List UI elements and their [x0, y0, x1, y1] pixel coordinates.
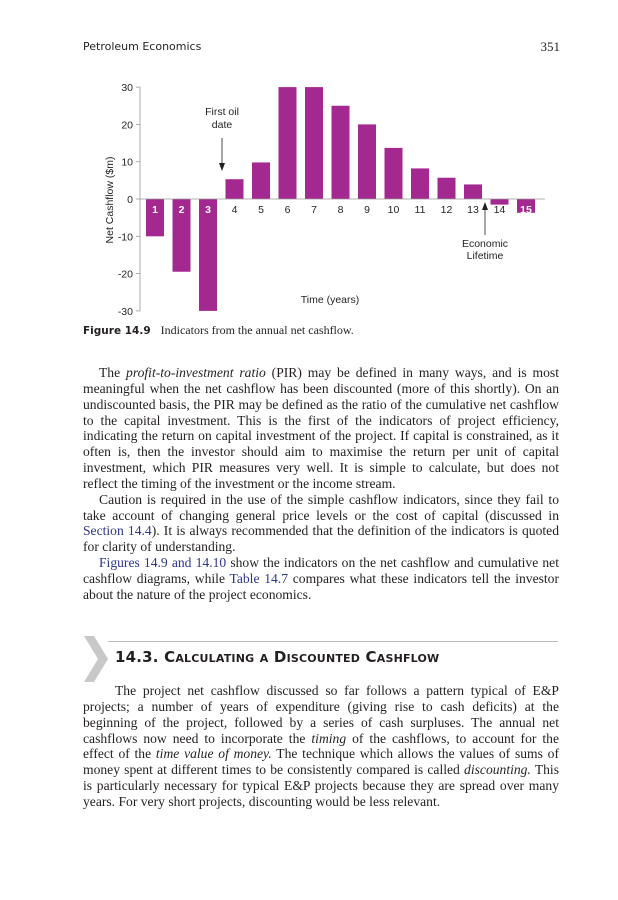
x-tick-label: 3	[205, 204, 211, 216]
bar-year-11	[411, 168, 429, 199]
y-tick-label: 0	[127, 194, 133, 206]
arrow-up-icon	[482, 202, 488, 210]
x-tick-label: 4	[231, 204, 238, 216]
bar-year-13	[464, 184, 482, 199]
section-rule	[108, 641, 558, 642]
x-tick-label: 13	[467, 204, 479, 216]
first-oil-annotation	[205, 106, 239, 171]
x-tick-label: 12	[440, 204, 453, 216]
figure-caption	[83, 323, 354, 338]
first-oil-label-1: First oil	[205, 106, 239, 118]
arrow-down-icon	[219, 163, 225, 171]
x-axis-label: Time (years)	[300, 294, 360, 306]
bars	[140, 87, 545, 311]
net-cashflow-chart	[0, 70, 618, 320]
bar-year-6	[279, 87, 297, 199]
first-oil-label-2: date	[211, 119, 233, 131]
y-tick-label: -10	[117, 231, 133, 244]
x-tick-label: 11	[414, 204, 426, 216]
x-tick-label: 5	[258, 204, 264, 216]
y-tick-label: 20	[121, 119, 133, 132]
paragraph: Caution is required in the use of the simple cashflow indicators, since they fail to take account of changing general price levels or the cost of capital (discussed in Section 14.4). It is always recommended that the definition of the indicators is quoted for clarity of understanding.	[83, 491, 559, 555]
figure-label: Figure 14.9	[83, 325, 151, 337]
chevron-right-icon	[84, 636, 108, 682]
x-tick-labels	[152, 204, 532, 216]
paragraph: Figures 14.9 and 14.10 show the indicators on the net cashflow and cumulative net cashflow diagrams, while Table 14.7 compares what these indicators tell the investor about the nature of the project economics.	[83, 555, 560, 602]
x-tick-label: 9	[364, 204, 370, 216]
figure-caption-text: Indicators from the annual net cashflow.	[160, 323, 354, 337]
x-tick-label: 10	[387, 204, 400, 216]
section-heading: 14.3. Calculating a Discounted Cashflow	[115, 648, 440, 666]
section-link[interactable]: Section 14.4	[83, 523, 152, 539]
x-tick-label: 15	[520, 204, 532, 216]
x-tick-label: 14	[493, 204, 506, 216]
x-tick-label: 2	[178, 204, 185, 216]
bar-year-7	[305, 87, 323, 199]
y-tick-label: -20	[117, 268, 133, 281]
paragraph: The profit-to-investment ratio (PIR) may be defined in many ways, and is most meaningful when the net cashflow has been discounted (more of this shortly). On an undiscounted basis, the PIR may be defined as the ratio of the cumulative net cashflow to the capital investment. This is the first of the indicators of project efficiency, indicating the return on capital investment of the project. If capital is constrained, as it often is, then the investor should aim to maximise the return per unit of capital investment, which PIR measures very well. It is simple to calculate, but does not reflect the timing of the investment or the income stream.	[83, 365, 559, 491]
y-axis	[118, 82, 140, 318]
x-tick-label: 8	[337, 204, 344, 216]
x-tick-label: 1	[152, 204, 158, 216]
y-tick-label: 10	[121, 156, 133, 169]
page-number: 351	[540, 39, 560, 54]
y-tick-label: -30	[117, 305, 133, 318]
bar-year-4	[226, 179, 244, 199]
figures-link[interactable]: Figures 14.9 and 14.10	[99, 555, 227, 571]
x-tick-label: 7	[311, 204, 317, 216]
y-tick-label: 30	[121, 82, 133, 95]
bar-year-5	[252, 162, 270, 199]
table-link[interactable]: Table 14.7	[229, 570, 289, 586]
economic-lifetime-label-2: Lifetime	[466, 250, 504, 262]
paragraph: The project net cashflow discussed so far follows a pattern typical of E&P projects; a number of years of expenditure (giving rise to cash deficits) at the beginning of the project, followed by a series of cash surpluses. The annual net cashflows now need to incorporate the timing of the cashflows, to account for the effect of the time value of money. The technique which allows the values of sums of money spent at different times to be consistently compared is called discounting. This is particularly necessary for typical E&P projects because they are spread over many years. For very short projects, discounting would be less relevant.	[83, 683, 560, 809]
body-text-lower	[83, 683, 559, 810]
running-head: Petroleum Economics	[83, 40, 202, 53]
y-axis-label: Net Cashflow ($m)	[104, 156, 116, 244]
bar-year-8	[332, 106, 350, 199]
body-text-upper	[83, 365, 559, 603]
bar-year-9	[358, 124, 376, 199]
x-tick-label: 6	[284, 204, 291, 216]
bar-year-10	[385, 148, 403, 199]
economic-lifetime-label-1: Economic	[461, 238, 509, 250]
bar-year-12	[438, 178, 456, 199]
